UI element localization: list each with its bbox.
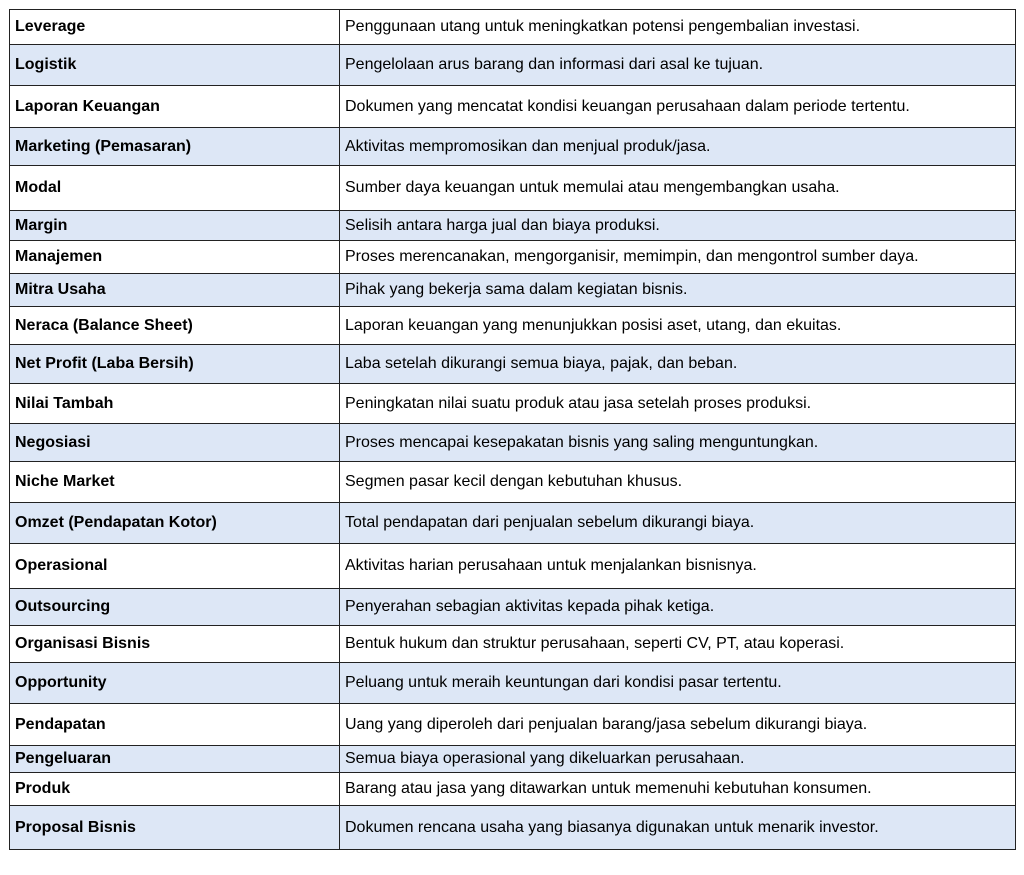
definition-cell: Selisih antara harga jual dan biaya produksi. — [340, 211, 1016, 241]
term-cell: Produk — [10, 773, 340, 806]
definition-cell: Dokumen yang mencatat kondisi keuangan perusahaan dalam periode tertentu. — [340, 86, 1016, 128]
term-cell: Manajemen — [10, 241, 340, 274]
term-cell: Outsourcing — [10, 589, 340, 626]
term-cell: Marketing (Pemasaran) — [10, 128, 340, 166]
definition-cell: Laba setelah dikurangi semua biaya, pajak, dan beban. — [340, 345, 1016, 384]
table-row — [10, 45, 1016, 86]
definition-cell: Aktivitas harian perusahaan untuk menjalankan bisnisnya. — [340, 544, 1016, 589]
definition-cell: Barang atau jasa yang ditawarkan untuk memenuhi kebutuhan konsumen. — [340, 773, 1016, 806]
term-cell: Opportunity — [10, 663, 340, 704]
definition-cell: Laporan keuangan yang menunjukkan posisi aset, utang, dan ekuitas. — [340, 307, 1016, 345]
term-cell: Logistik — [10, 45, 340, 86]
table-row — [10, 345, 1016, 384]
table-row — [10, 704, 1016, 746]
table-row — [10, 211, 1016, 241]
table-row — [10, 626, 1016, 663]
table-row — [10, 589, 1016, 626]
table-row — [10, 274, 1016, 307]
table-row — [10, 128, 1016, 166]
term-cell: Pendapatan — [10, 704, 340, 746]
table-row — [10, 806, 1016, 850]
definition-cell: Semua biaya operasional yang dikeluarkan perusahaan. — [340, 746, 1016, 773]
term-cell: Modal — [10, 166, 340, 211]
table-row — [10, 424, 1016, 462]
definition-cell: Segmen pasar kecil dengan kebutuhan khusus. — [340, 462, 1016, 503]
definition-cell: Uang yang diperoleh dari penjualan barang/jasa sebelum dikurangi biaya. — [340, 704, 1016, 746]
definition-cell: Penyerahan sebagian aktivitas kepada pihak ketiga. — [340, 589, 1016, 626]
table-row — [10, 307, 1016, 345]
definition-cell: Pihak yang bekerja sama dalam kegiatan bisnis. — [340, 274, 1016, 307]
term-cell: Proposal Bisnis — [10, 806, 340, 850]
definition-cell: Dokumen rencana usaha yang biasanya digunakan untuk menarik investor. — [340, 806, 1016, 850]
table-row — [10, 773, 1016, 806]
term-cell: Operasional — [10, 544, 340, 589]
definition-cell: Bentuk hukum dan struktur perusahaan, seperti CV, PT, atau koperasi. — [340, 626, 1016, 663]
table-row — [10, 86, 1016, 128]
table-row — [10, 10, 1016, 45]
table-row — [10, 166, 1016, 211]
term-cell: Niche Market — [10, 462, 340, 503]
term-cell: Laporan Keuangan — [10, 86, 340, 128]
term-cell: Nilai Tambah — [10, 384, 340, 424]
definition-cell: Proses merencanakan, mengorganisir, memimpin, dan mengontrol sumber daya. — [340, 241, 1016, 274]
definition-cell: Proses mencapai kesepakatan bisnis yang saling menguntungkan. — [340, 424, 1016, 462]
term-cell: Mitra Usaha — [10, 274, 340, 307]
term-cell: Net Profit (Laba Bersih) — [10, 345, 340, 384]
definition-cell: Total pendapatan dari penjualan sebelum dikurangi biaya. — [340, 503, 1016, 544]
term-cell: Negosiasi — [10, 424, 340, 462]
term-cell: Pengeluaran — [10, 746, 340, 773]
term-cell: Omzet (Pendapatan Kotor) — [10, 503, 340, 544]
term-cell: Leverage — [10, 10, 340, 45]
table-row — [10, 241, 1016, 274]
table-row — [10, 746, 1016, 773]
definition-cell: Peluang untuk meraih keuntungan dari kondisi pasar tertentu. — [340, 663, 1016, 704]
definition-cell: Sumber daya keuangan untuk memulai atau mengembangkan usaha. — [340, 166, 1016, 211]
table-row — [10, 663, 1016, 704]
term-cell: Margin — [10, 211, 340, 241]
table-row — [10, 544, 1016, 589]
table-row — [10, 462, 1016, 503]
glossary-table — [9, 9, 1016, 850]
table-row — [10, 503, 1016, 544]
definition-cell: Penggunaan utang untuk meningkatkan potensi pengembalian investasi. — [340, 10, 1016, 45]
term-cell: Neraca (Balance Sheet) — [10, 307, 340, 345]
definition-cell: Aktivitas mempromosikan dan menjual produk/jasa. — [340, 128, 1016, 166]
definition-cell: Peningkatan nilai suatu produk atau jasa setelah proses produksi. — [340, 384, 1016, 424]
table-row — [10, 384, 1016, 424]
term-cell: Organisasi Bisnis — [10, 626, 340, 663]
definition-cell: Pengelolaan arus barang dan informasi dari asal ke tujuan. — [340, 45, 1016, 86]
